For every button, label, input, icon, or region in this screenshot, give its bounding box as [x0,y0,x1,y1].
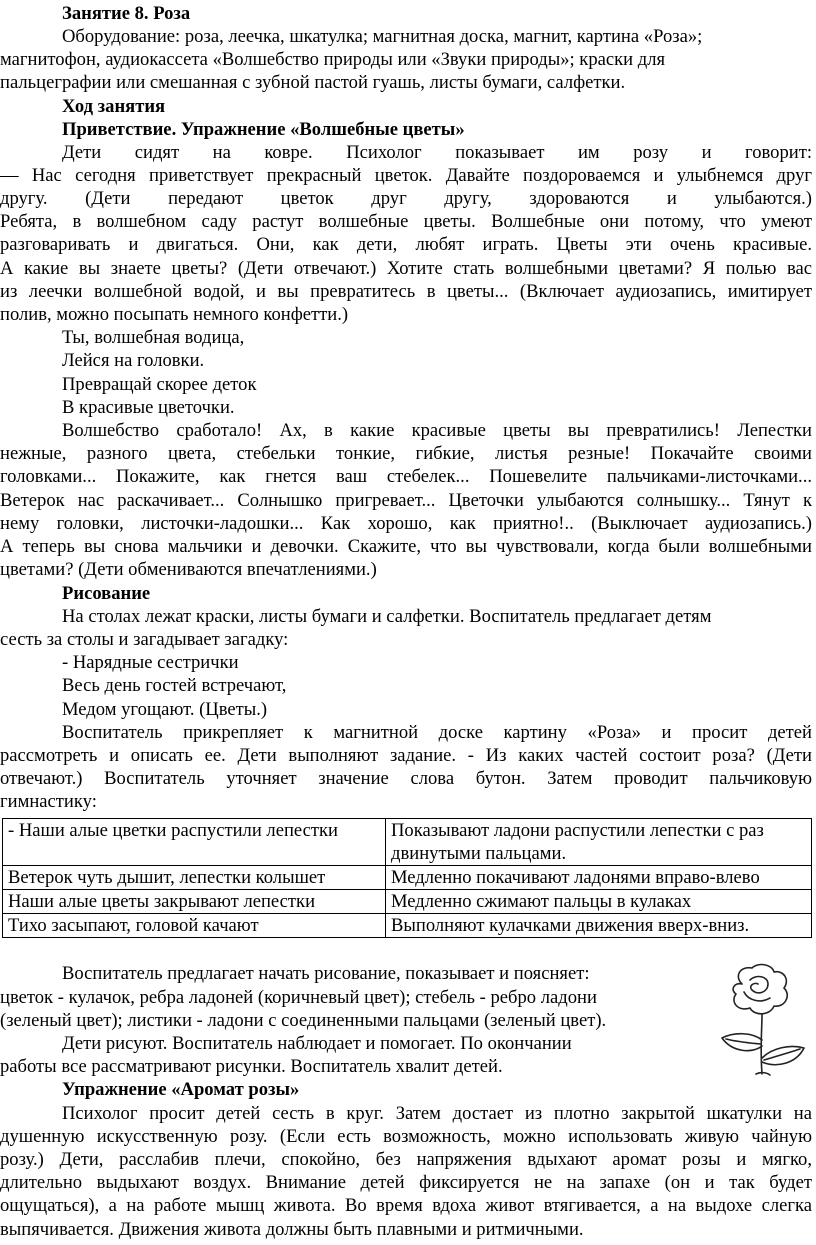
text-line: работы все рассматривают рисунки. Воспитатель хвалит детей. [0,1056,503,1077]
text-line: Занятие 8. Роза [62,3,191,24]
text-line: Психолог просит детей сесть в круг. Затем достает из плотно закрытой шкатулки на [62,1103,812,1124]
table-cell: Медленно сжимают пальцы в кулаках [386,890,812,914]
text-line: нежные, разного цвета, стебельки тонкие, гибкие, листья резные! Покачайте своими [0,443,812,464]
text-line: Ход занятия [62,96,166,117]
table-cell: Показывают ладони распустили лепестки с раз двинутыми пальцами. [386,819,812,866]
rose-illustration-icon [712,962,808,1082]
table-row [3,914,812,938]
table-cell: Ветерок чуть дышит, лепестки колышет [3,866,386,890]
text-line: Волшебство сработало! Ах, в какие красивые цветы вы превратились! Лепестки [62,420,812,441]
text-line: А теперь вы снова мальчики и девочки. Скажите, что вы чувствовали, когда были волшебными [0,536,812,557]
text-line: полив, можно посыпать немного конфетти.) [0,304,349,325]
text-line: (зеленый цвет); листики - ладони с соединенными пальцами (зеленый цвет). [0,1010,607,1031]
text-line: отвечают.) Воспитатель уточняет значение слова бутон. Затем проводит пальчиковую [0,768,812,789]
text-line: рассмотреть и описать ее. Дети выполняют задание. - Из каких частей состоит роза? (Дети [0,745,812,766]
text-line: А какие вы знаете цветы? (Дети отвечают.) Хотите стать волшебными цветами? Я полью вас [0,258,812,279]
text-line: Оборудование: роза, леечка, шкатулка; магнитная доска, магнит, картина «Роза»; [62,26,703,47]
text-line: цветами? (Дети обмениваются впечатлениями.) [0,559,377,580]
text-line: В красивые цветочки. [62,397,235,418]
text-line: Воспитатель предлагает начать рисование, показывает и поясняет: [62,963,590,984]
text-line: Упражнение «Аромат розы» [62,1079,300,1100]
table-cell: Наши алые цветы закрывают лепестки [3,890,386,914]
table-row [3,819,812,866]
text-line: Превращай скорее деток [62,374,257,395]
table-cell: - Наши алые цветки распустили лепестки [3,819,386,866]
text-line: магнитофон, аудиокассета «Волшебство природы или «Звуки природы»; краски для [0,49,666,70]
text-line: Ребята, в волшебном саду растут волшебные цветы. Волшебные они потому, что умеют [0,211,812,232]
text-line: Дети сидят на ковре. Психолог показывает им розу и говорит: [62,142,812,163]
text-line: — Нас сегодня приветствует прекрасный цветок. Давайте поздороваемся и улыбнемся друг [0,165,812,186]
table-cell: Тихо засыпают, головой качают [3,914,386,938]
finger-gymnastics-table [2,818,812,938]
text-line: Медом угощают. (Цветы.) [62,699,268,720]
text-line: Ты, волшебная водица, [62,327,245,348]
text-line: Рисование [62,583,151,604]
table-cell: Медленно покачивают ладонями вправо-влево [386,866,812,890]
text-line: сесть за столы и загадывает загадку: [0,629,289,650]
text-line: нему головки, листочки-ладошки... Как хорошо, как приятно!.. (Выключает аудиозапись.) [0,513,812,534]
text-line: гимнастику: [0,791,97,812]
table-cell: Выполняют кулачками движения вверх-вниз. [386,914,812,938]
text-line: Приветствие. Упражнение «Волшебные цветы» [62,119,465,140]
text-line: Лейся на головки. [62,350,205,371]
text-line: пальцеграфии или смешанная с зубной пастой гуашь, листы бумаги, салфетки. [0,72,626,93]
text-line: из леечки волшебной водой, и вы превратитесь в цветы... (Включает аудиозапись, имитирует [0,281,812,302]
table-row [3,866,812,890]
text-line: другу. (Дети передают цветок друг другу, здороваются и улыбаются.) [0,188,812,209]
text-line: длительно выдыхают воздух. Внимание детей фиксируется не на запахе (он и так будет [0,1172,812,1193]
text-line: Ветерок нас раскачивает... Солнышко пригревает... Цветочки улыбаются солнышку... Тянут к [0,490,812,511]
text-line: душенную искусственную розу. (Если есть возможность, можно использовать живую чайную [0,1126,812,1147]
text-line: Дети рисуют. Воспитатель наблюдает и помогает. По окончании [62,1033,572,1054]
text-line: ощущаться), а на работе мышц живота. Во время вдоха живот втягивается, а на выдохе слегка [0,1195,812,1216]
text-line: - Нарядные сестрички [62,652,239,673]
text-line: розу.) Дети, расслабив плечи, спокойно, без напряжения вдыхают аромат розы и мягко, [0,1149,812,1170]
text-line: разговаривать и двигаться. Они, как дети, любят играть. Цветы эти очень красивые. [0,234,812,255]
text-line: выпячивается. Движения живота должны быть плавными и ритмичными. [0,1219,584,1240]
text-line: цветок - кулачок, ребра ладоней (коричневый цвет); стебель - ребро ладони [0,987,597,1008]
table-row [3,890,812,914]
text-line: головками... Покажите, как гнется ваш стебелек... Пошевелите пальчиками-листочками... [0,466,812,487]
text-line: Весь день гостей встречают, [62,675,287,696]
text-line: Воспитатель прикрепляет к магнитной доске картину «Роза» и просит детей [62,722,812,743]
text-line: На столах лежат краски, листы бумаги и салфетки. Воспитатель предлагает детям [62,606,712,627]
